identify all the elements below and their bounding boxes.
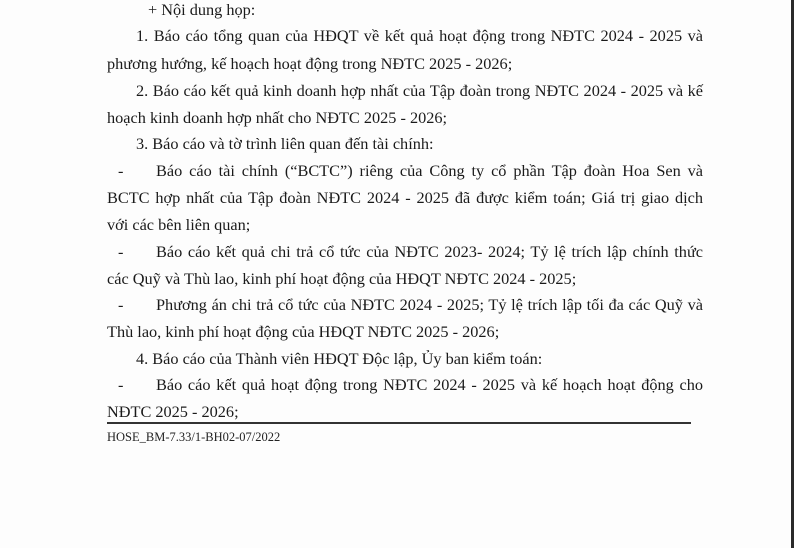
text-line: 1. Báo cáo tổng quan của HĐQT về kết quả hoạt động trong NĐTC 2024 - 2025 và: [136, 26, 703, 45]
line-text: Báo cáo kết quả chi trả cổ tức của NĐTC 2023- 2024; Tỷ lệ trích lập chính thức: [156, 242, 703, 261]
text-line: 3. Báo cáo và tờ trình liên quan đến tài chính:: [136, 134, 434, 153]
dash-bullet: -: [118, 242, 124, 261]
text-line: phương hướng, kế hoạch hoạt động trong NĐTC 2025 - 2026;: [107, 54, 513, 73]
text-line: hoạch kinh doanh hợp nhất cho NĐTC 2025 - 2026;: [107, 108, 448, 127]
bullet-line: [118, 242, 703, 262]
bullet-line: [118, 295, 703, 315]
dash-bullet: -: [118, 161, 124, 180]
section-heading: + Nội dung họp:: [148, 0, 256, 19]
text-line: Thù lao, kinh phí hoạt động của HĐQT NĐTC 2025 - 2026;: [107, 322, 500, 341]
dash-bullet: -: [118, 375, 124, 394]
text-line: với các bên liên quan;: [107, 215, 251, 234]
bullet-line: [118, 161, 703, 181]
line-text: Báo cáo tài chính (“BCTC”) riêng của Công ty cổ phần Tập đoàn Hoa Sen và: [156, 161, 703, 180]
footer-rule: [107, 422, 691, 424]
bullet-line: [118, 375, 703, 395]
text-line: 2. Báo cáo kết quả kinh doanh hợp nhất của Tập đoàn trong NĐTC 2024 - 2025 và kế: [136, 81, 703, 100]
text-line: các Quỹ và Thù lao, kinh phí hoạt động của HĐQT NĐTC 2024 - 2025;: [107, 269, 577, 288]
text-line: 4. Báo cáo của Thành viên HĐQT Độc lập, Ủy ban kiểm toán:: [136, 349, 543, 368]
line-text: Báo cáo kết quả hoạt động trong NĐTC 2024 - 2025 và kế hoạch hoạt động cho: [156, 375, 703, 394]
form-code: HOSE_BM-7.33/1-BH02-07/2022: [107, 430, 281, 444]
text-line: NĐTC 2025 - 2026;: [107, 402, 239, 421]
line-text: Phương án chi trả cổ tức của NĐTC 2024 - 2025; Tỷ lệ trích lập tối đa các Quỹ và: [156, 295, 703, 314]
dash-bullet: -: [118, 295, 124, 314]
text-line: BCTC hợp nhất của Tập đoàn NĐTC 2024 - 2025 đã được kiểm toán; Giá trị giao dịch: [107, 188, 703, 207]
